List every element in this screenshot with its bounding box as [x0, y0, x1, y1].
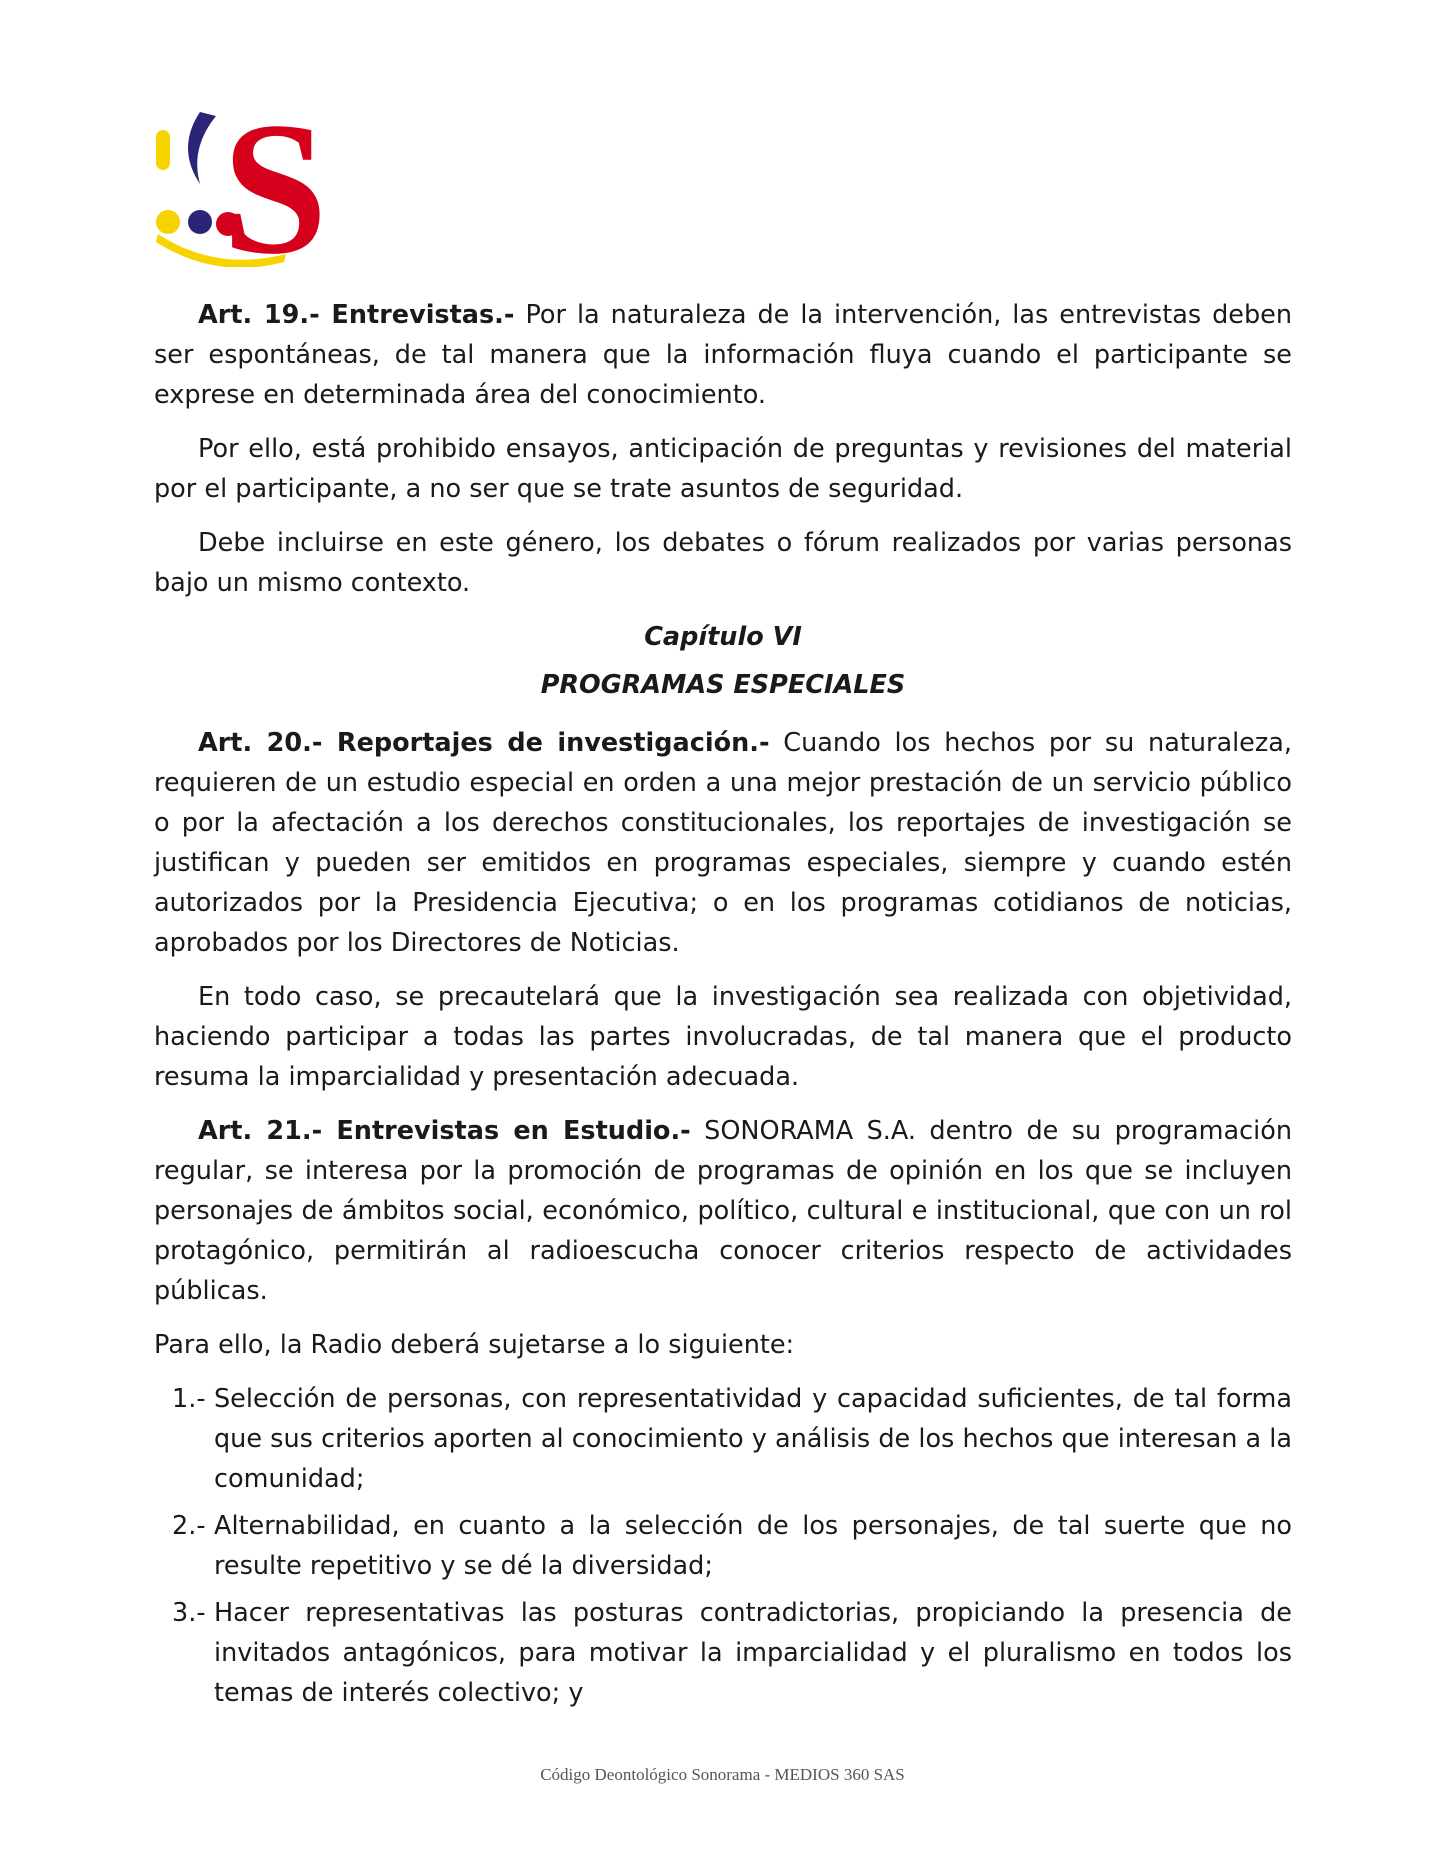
art19-paragraph [154, 295, 1292, 415]
requirements-list [154, 1379, 1292, 1713]
list-item-number: 1.- [172, 1384, 206, 1414]
sonorama-logo [156, 112, 336, 267]
page-footer: Código Deontológico Sonorama - MEDIOS 360 SAS [540, 1765, 905, 1784]
list-item-number: 2.- [172, 1511, 206, 1541]
art21-paragraph [154, 1111, 1292, 1311]
list-item-text: Alternabilidad, en cuanto a la selección de los personajes, de tal suerte que no resulte repetitivo y se dé la diversidad; [214, 1511, 1292, 1581]
logo-blue-marks [188, 112, 216, 234]
list-item-text: Hacer representativas las posturas contradictorias, propiciando la presencia de invitados antagónicos, para motivar la imparcialidad y el pluralismo en todos los temas de interés colectivo; y [214, 1598, 1292, 1708]
art21-text: SONORAMA S.A. dentro de su programación regular, se interesa por la promoción de programas de opinión en los que se incluyen personajes de ámbitos social, económico, político, cultural e institucional, que con un rol protagónico, permitirán al radioescucha conocer criterios respecto de actividades públicas. [154, 1116, 1292, 1306]
list-item-text: Selección de personas, con representatividad y capacidad suficientes, de tal forma que sus criterios aporten al conocimiento y análisis de los hechos que interesan a la comunidad; [214, 1384, 1292, 1494]
art20-label: Art. 20.- Reportajes de investigación.- [198, 728, 770, 758]
list-item-number: 3.- [172, 1598, 206, 1628]
art19-label: Art. 19.- Entrevistas.- [198, 300, 515, 330]
art20-paragraph [154, 723, 1292, 963]
list-item [154, 1593, 1292, 1713]
chapter-title: PROGRAMAS ESPECIALES [540, 670, 906, 700]
art20-text: Cuando los hechos por su naturaleza, requieren de un estudio especial en orden a una mejor prestación de un servicio público o por la afectación a los derechos constitucionales, los reportajes de investigación se justifican y pueden ser emitidos en programas especiales, siempre y cuando estén autorizados por la Presidencia Ejecutiva; o en los programas cotidianos de noticias, aprobados por los Directores de Noticias. [154, 728, 1292, 958]
art19-paragraph-2: Por ello, está prohibido ensayos, anticipación de preguntas y revisiones del material por el participante, a no ser que se trate asuntos de seguridad. [154, 434, 1292, 504]
art19-paragraph-3: Debe incluirse en este género, los debates o fórum realizados por varias personas bajo un mismo contexto. [154, 528, 1292, 598]
document-body [154, 295, 1292, 1723]
art21-label: Art. 21.- Entrevistas en Estudio.- [198, 1116, 691, 1146]
list-item [154, 1506, 1292, 1586]
list-item [154, 1379, 1292, 1499]
chapter-number: Capítulo VI [644, 622, 802, 652]
art20-paragraph-2: En todo caso, se precautelará que la investigación sea realizada con objetividad, haciendo participar a todas las partes involucradas, de tal manera que el producto resuma la imparcialidad y presentación adecuada. [154, 982, 1292, 1092]
list-intro: Para ello, la Radio deberá sujetarse a lo siguiente: [154, 1330, 795, 1360]
art19-text: Por la naturaleza de la intervención, las entrevistas deben ser espontáneas, de tal manera que la información fluya cuando el participante se exprese en determinada área del conocimiento. [154, 300, 1292, 410]
logo-letter: S [222, 112, 328, 267]
